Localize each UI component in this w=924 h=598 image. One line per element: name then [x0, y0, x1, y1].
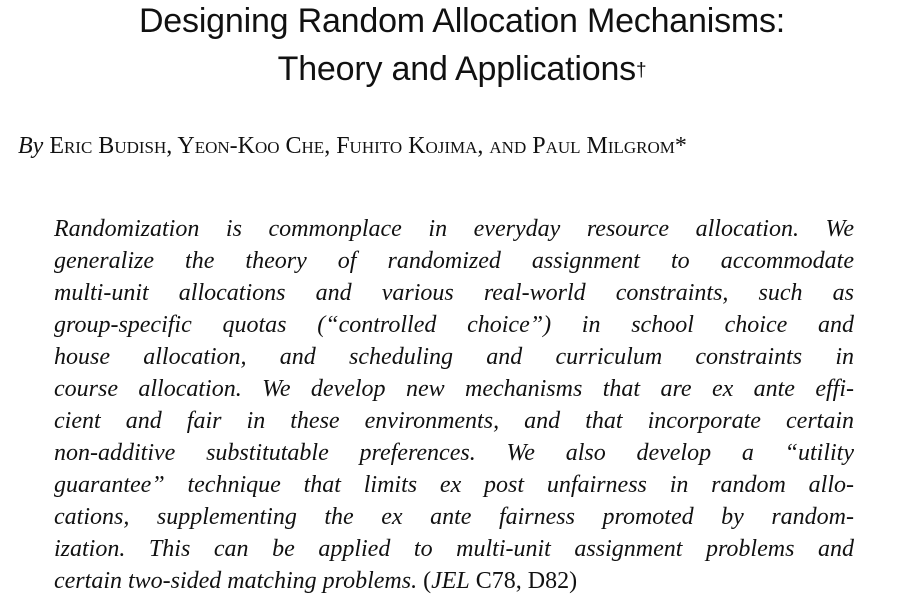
- abstract-line: house allocation, and scheduling and curriculum constraints in: [54, 344, 854, 370]
- jel-label: JEL: [431, 568, 470, 594]
- abstract-last-line-text: certain two-sided matching problems.: [54, 568, 418, 594]
- abstract-last-line: [54, 565, 854, 597]
- byline-footnote-star: *: [674, 133, 687, 159]
- jel-codes: C78, D82): [475, 568, 578, 594]
- byline-last-author: Paul Milgrom: [532, 133, 675, 159]
- byline-prefix: By: [18, 133, 44, 159]
- abstract-line: cient and fair in these environments, and that incorporate certain: [54, 408, 854, 434]
- abstract-line: cations, supplementing the ex ante fairness promoted by random-: [54, 504, 854, 530]
- abstract-line: course allocation. We develop new mechanisms that are ex ante effi-: [54, 376, 854, 402]
- abstract: [54, 213, 854, 597]
- title-dagger-footnote-mark: †: [635, 60, 647, 81]
- abstract-line: Randomization is commonplace in everyday resource allocation. We: [54, 216, 854, 242]
- abstract-line: generalize the theory of randomized assignment to accommodate: [54, 248, 854, 274]
- paper-title-line-1: Designing Random Allocation Mechanisms:: [138, 2, 786, 40]
- abstract-line: multi-unit allocations and various real-world constraints, such as: [54, 280, 854, 306]
- abstract-line: group-specific quotas (“controlled choice”) in school choice and: [54, 312, 854, 338]
- jel-classification: [423, 568, 577, 594]
- abstract-line: guarantee” technique that limits ex post unfairness in random allo-: [54, 472, 854, 498]
- abstract-line: ization. This can be applied to multi-unit assignment problems and: [54, 536, 854, 562]
- paper-title-line-2: [0, 45, 924, 93]
- byline-and: and: [489, 133, 527, 159]
- byline-authors: Eric Budish, Yeon-Koo Che, Fuhito Kojima,: [49, 133, 484, 159]
- paper-title-text: Theory and Applications: [277, 50, 636, 88]
- jel-open-paren: (: [423, 568, 432, 594]
- abstract-line: non-additive substitutable preferences. We also develop a “utility: [54, 440, 854, 466]
- author-byline: [18, 130, 918, 162]
